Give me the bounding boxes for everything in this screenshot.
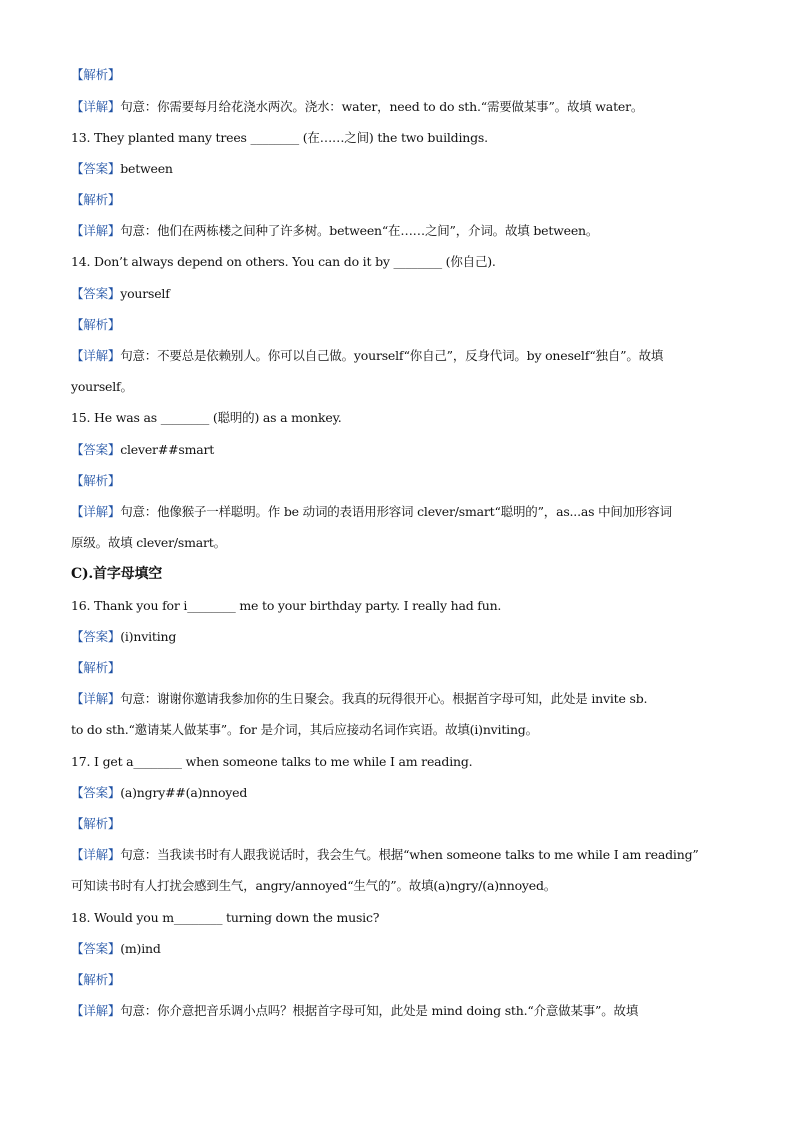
line-text: 句意：你需要每月给花浇水两次。浇水：water，need to do sth.“需要做某事”。故填 water。 bbox=[120, 99, 644, 114]
line-text: 14. Don’t always depend on others. You can do it by ________ (你自己). bbox=[71, 254, 496, 269]
line-tag: 【详解】 bbox=[71, 99, 121, 114]
line-text: yourself。 bbox=[71, 379, 133, 394]
line-tag: 【答案】 bbox=[71, 442, 121, 457]
line-tag: 【答案】 bbox=[71, 161, 121, 176]
line bbox=[71, 908, 723, 928]
line-text: yourself bbox=[120, 286, 170, 301]
line-text: 17. I get a________ when someone talks to me while I am reading. bbox=[71, 754, 473, 769]
line-tag: 【答案】 bbox=[71, 941, 121, 956]
line-tag: 【解析】 bbox=[71, 67, 121, 82]
line-tag: 【详解】 bbox=[71, 847, 121, 862]
line-tag: 【详解】 bbox=[71, 504, 121, 519]
line-tag: 【答案】 bbox=[71, 629, 121, 644]
line-text: between bbox=[120, 161, 173, 176]
line bbox=[71, 533, 723, 553]
line-text: 可知读书时有人打扰会感到生气，angry/annoyed“生气的”。故填(a)ngry/(a)nnoyed。 bbox=[71, 878, 557, 893]
line-text: 16. Thank you for i________ me to your birthday party. I really had fun. bbox=[71, 598, 502, 613]
line-tag: 【详解】 bbox=[71, 223, 121, 238]
line-text: (m)ind bbox=[120, 941, 161, 956]
line-tag: 【详解】 bbox=[71, 691, 121, 706]
line-text: clever##smart bbox=[120, 442, 215, 457]
line bbox=[71, 471, 723, 491]
line-tag: 【答案】 bbox=[71, 785, 121, 800]
line-tag: 【解析】 bbox=[71, 317, 121, 332]
line bbox=[71, 1001, 723, 1021]
line bbox=[71, 440, 723, 460]
line bbox=[71, 190, 723, 210]
line-text: 句意：你介意把音乐调小点吗？根据首字母可知，此处是 mind doing sth.“介意做某事”。故填 bbox=[120, 1003, 639, 1018]
line bbox=[71, 65, 723, 85]
line-tag: 【解析】 bbox=[71, 660, 121, 675]
line bbox=[71, 159, 723, 179]
line-tag: 【详解】 bbox=[71, 1003, 121, 1018]
line bbox=[71, 596, 723, 616]
line-tag: 【详解】 bbox=[71, 348, 121, 363]
line bbox=[71, 814, 723, 834]
line-tag: 【解析】 bbox=[71, 192, 121, 207]
line-text: (i)nviting bbox=[120, 629, 177, 644]
line bbox=[71, 752, 723, 772]
line bbox=[71, 346, 723, 366]
line-text: 句意：谢谢你邀请我参加你的生日聚会。我真的玩得很开心。根据首字母可知，此处是 invite sb. bbox=[120, 691, 648, 706]
line-text: to do sth.“邀请某人做某事”。for 是介词，其后应接动名词作宾语。故填(i)nviting。 bbox=[71, 722, 538, 737]
line-tag: 【答案】 bbox=[71, 286, 121, 301]
line bbox=[71, 221, 723, 241]
line bbox=[71, 377, 723, 397]
line-tag: 【解析】 bbox=[71, 972, 121, 987]
line-text: 原级。故填 clever/smart。 bbox=[71, 535, 226, 550]
line-text: 句意：他们在两栋楼之间种了许多树。between“在……之间”，介词。故填 between。 bbox=[120, 223, 599, 238]
line bbox=[71, 408, 723, 428]
line-text: 句意：当我读书时有人跟我说话时，我会生气。根据“when someone talks to me while I am reading” bbox=[120, 847, 699, 862]
line bbox=[71, 315, 723, 335]
line bbox=[71, 128, 723, 148]
line-text: 15. He was as ________ (聪明的) as a monkey. bbox=[71, 410, 342, 425]
line-text: 18. Would you m________ turning down the music? bbox=[71, 910, 380, 925]
line-text: 句意：他像猴子一样聪明。作 be 动词的表语用形容词 clever/smart“聪明的”，as...as 中间加形容词 bbox=[120, 504, 672, 519]
line-text: 13. They planted many trees ________ (在……之间) the two buildings. bbox=[71, 130, 488, 145]
line bbox=[71, 720, 723, 740]
line-text: C).首字母填空 bbox=[71, 566, 163, 582]
line bbox=[71, 970, 723, 990]
line bbox=[71, 97, 723, 117]
line bbox=[71, 252, 723, 272]
line-tag: 【解析】 bbox=[71, 473, 121, 488]
line bbox=[71, 658, 723, 678]
line bbox=[71, 689, 723, 709]
line bbox=[71, 939, 723, 959]
line bbox=[71, 845, 723, 865]
section-heading bbox=[71, 564, 723, 584]
line-tag: 【解析】 bbox=[71, 816, 121, 831]
line bbox=[71, 783, 723, 803]
line-text: 句意：不要总是依赖别人。你可以自己做。yourself“你自己”，反身代词。by oneself“独自”。故填 bbox=[120, 348, 664, 363]
line bbox=[71, 627, 723, 647]
line-text: (a)ngry##(a)nnoyed bbox=[120, 785, 248, 800]
line bbox=[71, 876, 723, 896]
line bbox=[71, 284, 723, 304]
line bbox=[71, 502, 723, 522]
